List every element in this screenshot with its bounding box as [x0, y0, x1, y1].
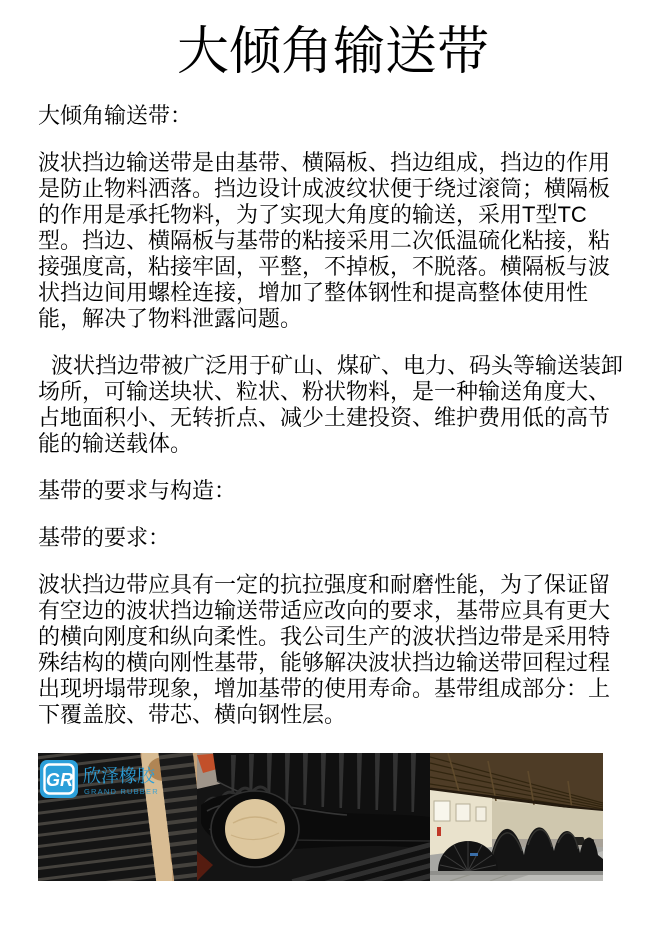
brand-watermark-logo	[40, 760, 159, 798]
paragraph-belt-composition: 波状挡边输送带是由基带、横隔板、挡边组成，挡边的作用是防止物料洒落。挡边设计成波纹状便于绕过滚筒；横隔板的作用是承托物料，为了实现大角度的输送，采用T型TC型。挡边、横隔板与基带的粘接采用二次低温硫化粘接，粘接强度高，粘接牢固，平整，不掉板，不脱落。横隔板与波状挡边间用螺栓连接，增加了整体钢性和提高整体使用性能，解决了物料泄露问题。	[38, 150, 611, 331]
heading-base-belt-structure: 基带的要求与构造：	[38, 478, 237, 503]
product-photo-row	[38, 753, 628, 881]
factory-row-image	[430, 753, 603, 881]
page-title: 大倾角输送带	[176, 23, 489, 81]
heading-base-belt-requirements: 基带的要求：	[38, 525, 171, 550]
logo-brand-en: GRAND RUBBER	[84, 787, 159, 796]
paragraph-base-belt-details: 波状挡边带应具有一定的抗拉强度和耐磨性能，为了保证留有空边的波状挡边输送带适应改向的要求，基带应具有更大的横向刚度和纵向柔性。我公司生产的波状挡边带是采用特殊结构的横向刚性基带，能够解决波状挡边输送带回程过程出现坍塌带现象，增加基带的使用寿命。基带组成部分：上下覆盖胶、带芯、横向钢性层。	[38, 572, 611, 727]
logo-brand-cn: 欣泽橡胶	[83, 766, 155, 786]
product-photo-belt-roll	[197, 753, 430, 881]
product-photo-sidewall-ribs	[38, 753, 197, 881]
logo-gr-monogram: GR	[46, 770, 73, 790]
product-photo-factory-row	[430, 753, 603, 881]
paragraph-intro-label: 大倾角输送带：	[38, 103, 193, 128]
paragraph-belt-applications: 波状挡边带被广泛用于矿山、煤矿、电力、码头等输送装卸场所，可输送块状、粒状、粉状物料，是一种输送角度大、占地面积小、无转折点、减少土建投资、维护费用低的高节能的输送载体。	[38, 353, 624, 456]
sidewall-ribs-image	[38, 753, 197, 881]
belt-roll-image	[197, 753, 430, 881]
